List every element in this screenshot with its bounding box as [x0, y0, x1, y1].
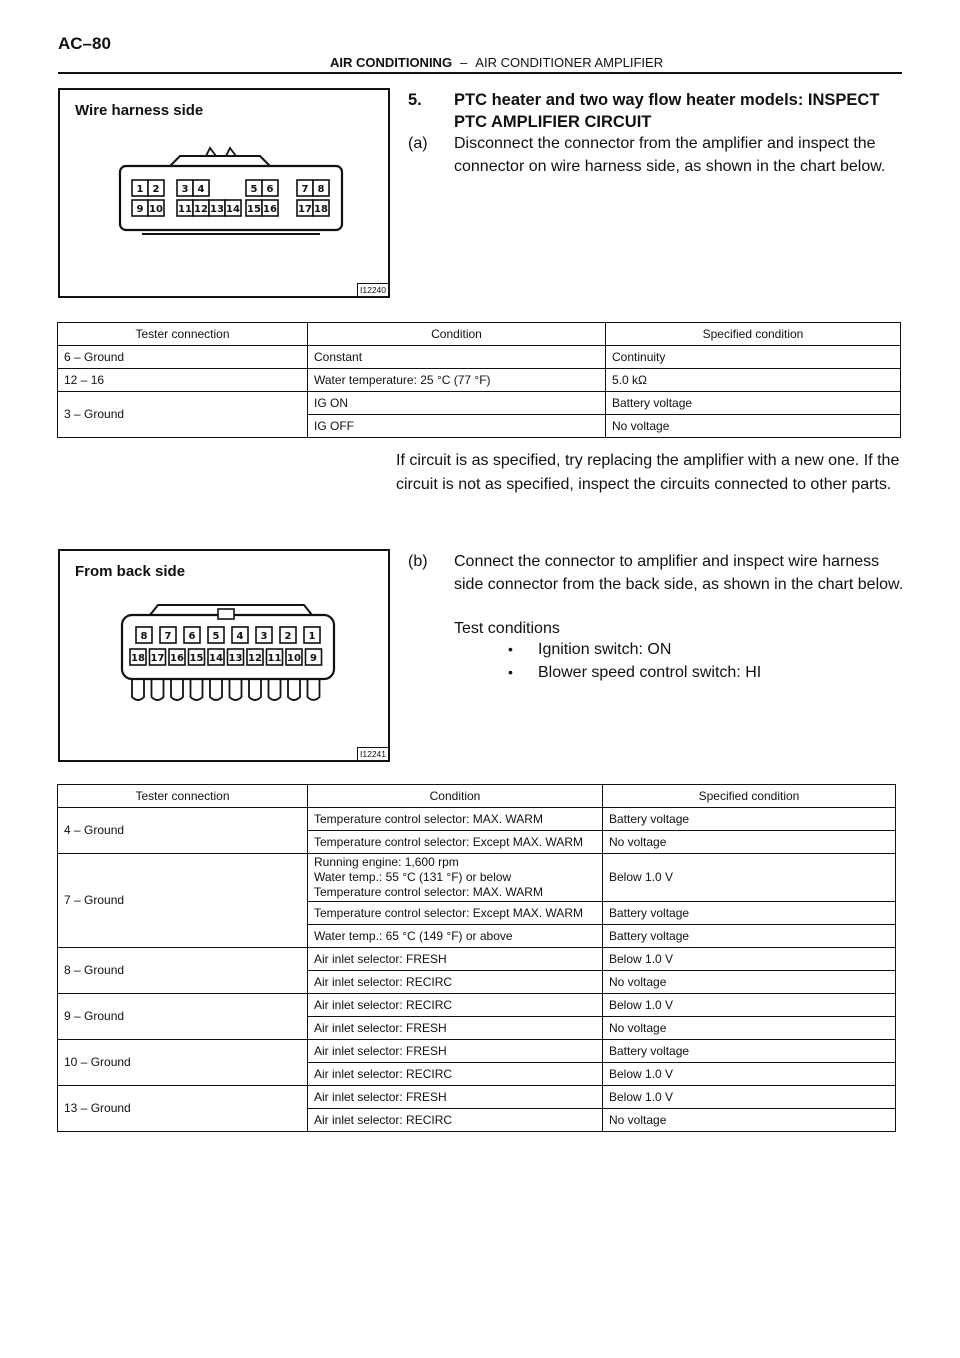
- table-row: [58, 392, 901, 415]
- table-row: [58, 994, 896, 1017]
- pin-number: 13: [210, 204, 224, 215]
- condition-cell: Temperature control selector: MAX. WARM: [308, 808, 603, 831]
- figure-title: Wire harness side: [75, 102, 204, 119]
- pin-number: 5: [250, 184, 258, 195]
- table-row: [58, 808, 896, 831]
- column-header: Specified condition: [606, 323, 901, 346]
- table-header-row: [58, 785, 896, 808]
- condition-cell: IG ON: [308, 392, 606, 415]
- subsection-title: AIR CONDITIONER AMPLIFIER: [475, 55, 664, 70]
- tester-cell: 12 – 16: [58, 369, 308, 392]
- spec-cell: Battery voltage: [603, 925, 896, 948]
- pin-number: 16: [170, 653, 184, 664]
- tester-cell: 7 – Ground: [58, 854, 308, 948]
- terminal-leg: [249, 679, 261, 700]
- pin-number: 7: [301, 184, 309, 195]
- pin-number: 17: [150, 653, 165, 664]
- condition-cell: Constant: [308, 346, 606, 369]
- spec-table-2: [57, 784, 896, 1132]
- connector-diagram-back: [60, 551, 388, 760]
- table-row: [58, 1040, 896, 1063]
- tester-cell: 13 – Ground: [58, 1086, 308, 1132]
- spec-cell: Below 1.0 V: [603, 948, 896, 971]
- connector-housing: [120, 166, 342, 230]
- spec-cell: No voltage: [603, 1109, 896, 1132]
- condition-cell: Air inlet selector: FRESH: [308, 1017, 603, 1040]
- section-title: AIR CONDITIONING: [330, 55, 453, 70]
- tester-cell: 9 – Ground: [58, 994, 308, 1040]
- pin-number: 10: [287, 653, 301, 664]
- spec-cell: Battery voltage: [603, 1040, 896, 1063]
- column-header: Specified condition: [603, 785, 896, 808]
- running-header: [330, 55, 663, 70]
- figure-id: I12240: [357, 283, 388, 296]
- pin-number: 15: [189, 653, 204, 664]
- spec-table-1: [57, 322, 901, 438]
- pin-number: 8: [140, 631, 148, 642]
- pin-number: 9: [136, 204, 144, 215]
- spec-cell: No voltage: [603, 1017, 896, 1040]
- pin-number: 8: [317, 184, 325, 195]
- condition-cell: Air inlet selector: FRESH: [308, 948, 603, 971]
- figure-from-back-side: [58, 549, 390, 762]
- pin-number: 7: [164, 631, 172, 642]
- instruction-a: [408, 132, 912, 202]
- condition-cell: IG OFF: [308, 415, 606, 438]
- spec-cell: 5.0 kΩ: [606, 369, 901, 392]
- pin-number: 6: [188, 631, 196, 642]
- table-row: [58, 369, 901, 392]
- terminal-leg: [171, 679, 183, 700]
- figure-id: I12241: [357, 747, 388, 760]
- instruction-b-label: (b): [408, 553, 428, 570]
- pin-number: 11: [178, 204, 192, 215]
- instruction-a-label: (a): [408, 135, 428, 152]
- page-number: AC–80: [58, 34, 111, 53]
- pin-number: 6: [266, 184, 274, 195]
- figure-title: From back side: [75, 563, 186, 580]
- figure-wire-harness-side: [58, 88, 390, 298]
- instruction-b: [408, 550, 912, 620]
- column-header: Condition: [308, 323, 606, 346]
- pin-number: 16: [263, 204, 277, 215]
- tester-cell: 6 – Ground: [58, 346, 308, 369]
- condition-cell: Air inlet selector: RECIRC: [308, 994, 603, 1017]
- lock-tab: [218, 609, 234, 619]
- pin-number: 15: [247, 204, 261, 215]
- column-header: Tester connection: [58, 785, 308, 808]
- step-title: PTC heater and two way flow heater models: INSPECT PTC AMPLIFIER CIRCUIT: [454, 91, 880, 131]
- pin-number: 1: [136, 184, 144, 195]
- spec-cell: Continuity: [606, 346, 901, 369]
- condition-cell: Air inlet selector: RECIRC: [308, 971, 603, 994]
- table-header-row: [58, 323, 901, 346]
- column-header: Tester connection: [58, 323, 308, 346]
- tester-cell: 8 – Ground: [58, 948, 308, 994]
- note-text: If circuit is as specified, try replacing the amplifier with a new one. If the circuit is not as specified, inspect the circuits connected to other parts.: [396, 452, 900, 493]
- spec-cell: No voltage: [603, 971, 896, 994]
- condition-cell: Air inlet selector: RECIRC: [308, 1109, 603, 1132]
- spec-cell: Below 1.0 V: [603, 854, 896, 902]
- condition-cell: Running engine: 1,600 rpm Water temp.: 55 °C (131 °F) or below Temperature control selector: MAX. WARM: [308, 854, 603, 902]
- instruction-a-text: Disconnect the connector from the amplifier and inspect the connector on wire harness side, as shown in the chart below.: [454, 135, 886, 175]
- condition-text: Blower speed control switch: HI: [538, 664, 762, 681]
- pin-number: 18: [314, 204, 328, 215]
- terminal-leg: [152, 679, 164, 700]
- header-separator: –: [460, 55, 468, 70]
- tester-cell: 3 – Ground: [58, 392, 308, 438]
- condition-cell: Air inlet selector: FRESH: [308, 1040, 603, 1063]
- connector-diagram-front: [60, 90, 388, 296]
- pin-number: 3: [260, 631, 268, 642]
- terminal-leg: [308, 679, 320, 700]
- pin-number: 4: [197, 184, 205, 195]
- spec-cell: Below 1.0 V: [603, 994, 896, 1017]
- pin-number: 14: [226, 204, 240, 215]
- step-heading: [408, 89, 908, 133]
- pin-number: 17: [298, 204, 312, 215]
- table-row: [58, 1086, 896, 1109]
- pin-number: 13: [228, 653, 243, 664]
- terminal-leg: [230, 679, 242, 700]
- condition-cell: Water temp.: 65 °C (149 °F) or above: [308, 925, 603, 948]
- tester-cell: 4 – Ground: [58, 808, 308, 854]
- connector-housing: [122, 615, 334, 679]
- spec-cell: Battery voltage: [606, 392, 901, 415]
- terminal-leg: [288, 679, 300, 700]
- terminal-leg: [132, 679, 144, 700]
- condition-cell: Air inlet selector: FRESH: [308, 1086, 603, 1109]
- instruction-b-text: Connect the connector to amplifier and inspect wire harness side connector from the back side, as shown in the chart below.: [454, 553, 904, 593]
- pin-number: 9: [310, 653, 317, 664]
- table-row: [58, 854, 896, 902]
- terminal-leg: [210, 679, 222, 700]
- condition-cell: Temperature control selector: Except MAX. WARM: [308, 831, 603, 854]
- column-header: Condition: [308, 785, 603, 808]
- spec-cell: No voltage: [606, 415, 901, 438]
- pin-number: 10: [149, 204, 163, 215]
- spec-table-2-body: [58, 785, 896, 1132]
- condition-cell: Air inlet selector: RECIRC: [308, 1063, 603, 1086]
- pin-number: 14: [209, 653, 223, 664]
- pin-number: 4: [236, 631, 244, 642]
- pin-number: 2: [284, 631, 292, 642]
- pin-number: 12: [194, 204, 208, 215]
- condition-cell: Water temperature: 25 °C (77 °F): [308, 369, 606, 392]
- spec-cell: Below 1.0 V: [603, 1086, 896, 1109]
- pin-number: 5: [212, 631, 220, 642]
- spec-cell: Battery voltage: [603, 902, 896, 925]
- pin-number: 18: [131, 653, 145, 664]
- spec-cell: Below 1.0 V: [603, 1063, 896, 1086]
- table-row: [58, 948, 896, 971]
- header-rule: [58, 72, 902, 74]
- pin-number: 1: [308, 631, 316, 642]
- spec-cell: Battery voltage: [603, 808, 896, 831]
- condition-text: Ignition switch: ON: [538, 641, 672, 658]
- spec-cell: No voltage: [603, 831, 896, 854]
- connector-lock: [170, 156, 270, 166]
- lock-tab: [206, 148, 236, 156]
- step-number: 5.: [408, 91, 422, 109]
- tester-cell: 10 – Ground: [58, 1040, 308, 1086]
- pin-number: 2: [152, 184, 160, 195]
- terminal-leg: [191, 679, 203, 700]
- terminal-leg: [269, 679, 281, 700]
- pin-number: 3: [181, 184, 189, 195]
- table-row: [58, 346, 901, 369]
- pin-number: 12: [248, 653, 262, 664]
- pin-number: 11: [267, 653, 282, 664]
- condition-cell: Temperature control selector: Except MAX. WARM: [308, 902, 603, 925]
- test-conditions-label: Test conditions: [454, 620, 560, 637]
